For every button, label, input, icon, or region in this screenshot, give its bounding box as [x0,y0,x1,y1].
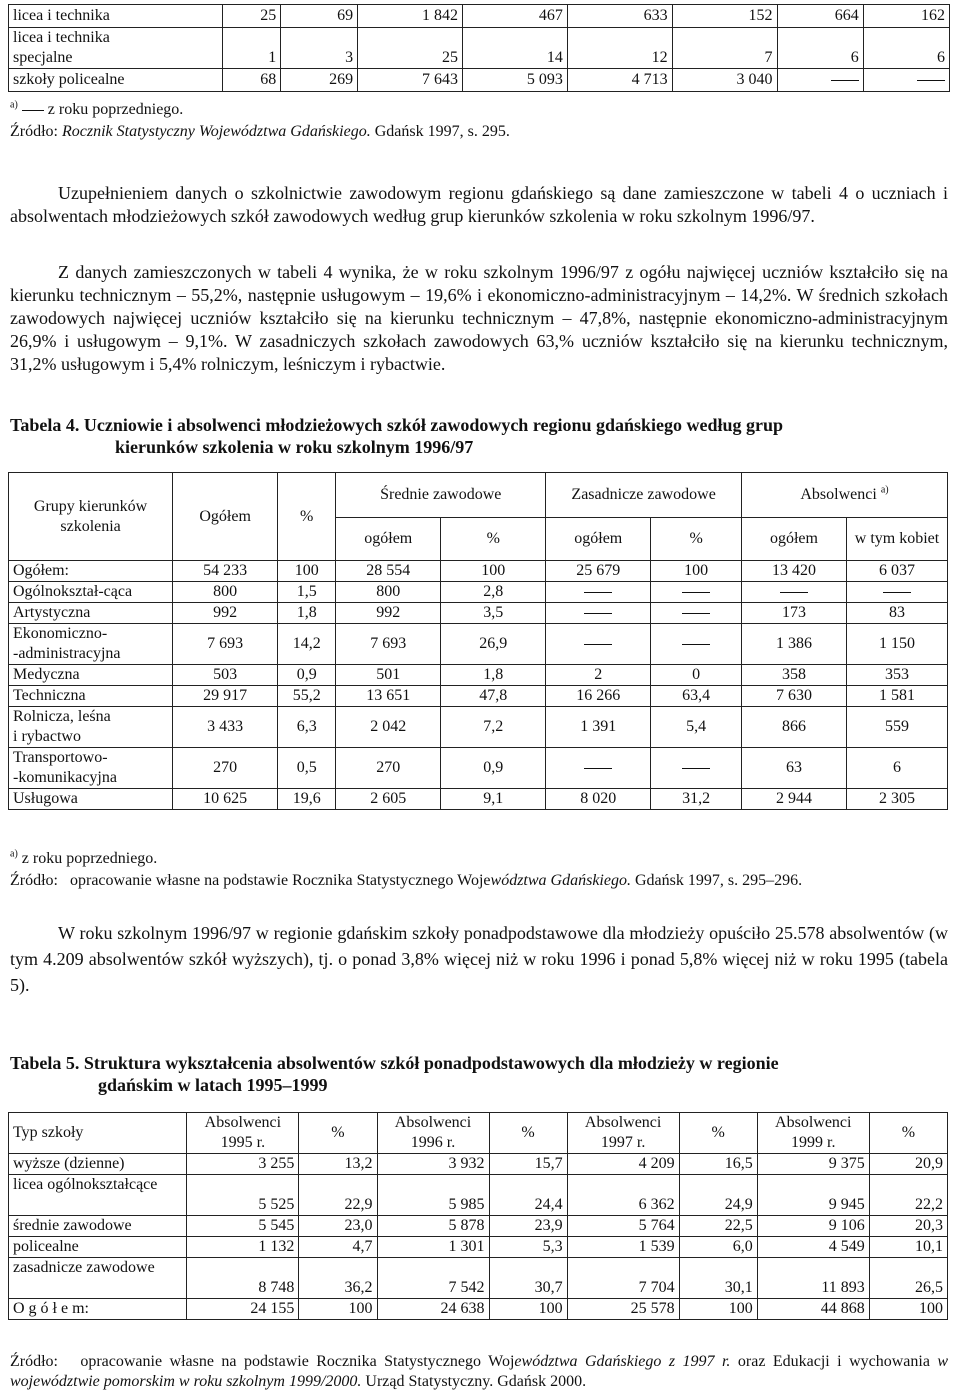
table-cell: 1 539 [567,1237,679,1258]
table-cell: 992 [173,603,278,624]
table-cell: 25 [358,28,463,69]
table-cell [651,582,742,603]
table-row [9,69,950,92]
table-row [9,5,950,28]
table-cell [546,582,651,603]
table-cell [863,69,949,92]
table-cell: 6,3 [278,707,336,748]
table-cell: 1 581 [846,686,947,707]
t5-header-col: % [489,1113,567,1154]
table-cell: 7 630 [741,686,846,707]
table-cell: 559 [846,707,947,748]
table-cell: 23,0 [299,1216,377,1237]
table-cell: 20,3 [869,1216,947,1237]
table-cell: 7 693 [336,624,441,665]
table-cell: 4 713 [567,69,672,92]
table-cell: 6,0 [679,1237,757,1258]
row-label: licea i technika [9,5,223,28]
table-cell: 1,8 [441,665,546,686]
t5-header-col: Absolwenci 1995 r. [187,1113,299,1154]
table-row [9,665,948,686]
t4-sub-ogolem: ogółem [546,518,651,561]
table5-title: Tabela 5. Struktura wykształcenia absolwentów szkół ponadpodstawowych dla młodzieży w regionie gdańskim w latach 1995–1999 [10,1053,779,1095]
row-label: O g ó ł e m: [9,1299,187,1320]
dash [831,80,859,81]
row-label: Ogólnokształ-cąca [9,582,173,603]
table-cell: 3 [281,28,358,69]
table-cell: 7 542 [377,1258,489,1299]
table-cell: 9 945 [757,1175,869,1216]
t4-header-pct: % [278,473,336,561]
table-cell: 44 868 [757,1299,869,1320]
table-cell: 866 [741,707,846,748]
table-cell: 4 209 [567,1154,679,1175]
t4-sub-pct: % [441,518,546,561]
row-label: szkoły policealne [9,69,223,92]
table-row [9,1258,948,1299]
table-cell: 14 [462,28,567,69]
t4-header-total: Ogółem [173,473,278,561]
table-cell: 6 362 [567,1175,679,1216]
dash [682,592,710,593]
table-cell: 6 [846,748,947,789]
table-row [9,561,948,582]
table-row [9,28,950,69]
table-cell: 54 233 [173,561,278,582]
table-cell: 29 917 [173,686,278,707]
table-cell: 7 704 [567,1258,679,1299]
row-label: Medyczna [9,665,173,686]
table-cell: 269 [281,69,358,92]
table-cell: 2,8 [441,582,546,603]
table-cell: 83 [846,603,947,624]
t4-sub-ogolem: ogółem [336,518,441,561]
table-cell: 503 [173,665,278,686]
table-cell: 5 093 [462,69,567,92]
dash [584,592,612,593]
row-label: Usługowa [9,789,173,810]
t5-header-col: % [679,1113,757,1154]
table-cell: 13 420 [741,561,846,582]
table-cell: 173 [741,603,846,624]
table-cell: 2 944 [741,789,846,810]
table-cell: 55,2 [278,686,336,707]
table-row [9,603,948,624]
table-cell: 25 578 [567,1299,679,1320]
table-cell: 63,4 [651,686,742,707]
table-cell: 0,9 [278,665,336,686]
table-cell: 358 [741,665,846,686]
table-cell: 6 [777,28,863,69]
dash [584,644,612,645]
table-cell: 467 [462,5,567,28]
table-cell: 3 932 [377,1154,489,1175]
t5-header-col: Absolwenci 1999 r. [757,1113,869,1154]
table-cell: 100 [278,561,336,582]
table-cell: 26,9 [441,624,546,665]
row-label: Transportowo- -komunikacyjna [9,748,173,789]
row-label: Ekonomiczno- -administracyjna [9,624,173,665]
table-row [9,1216,948,1237]
table-cell [651,624,742,665]
row-label: licea i technika specjalne [9,28,223,69]
t4-header-zasadnicze: Zasadnicze zawodowe [546,473,742,518]
table-cell: 47,8 [441,686,546,707]
table-cell [651,603,742,624]
row-label: Ogółem: [9,561,173,582]
table-cell: 100 [299,1299,377,1320]
row-label: Artystyczna [9,603,173,624]
table-cell: 28 554 [336,561,441,582]
table-cell: 12 [567,28,672,69]
table-cell: 100 [651,561,742,582]
table-cell: 7 [672,28,777,69]
table-cell: 8 020 [546,789,651,810]
table-4 [8,472,948,810]
table-cell: 22,9 [299,1175,377,1216]
table-cell: 1 [223,28,281,69]
table-cell: 23,9 [489,1216,567,1237]
table-row [9,789,948,810]
dash [780,592,808,593]
table-cell: 9,1 [441,789,546,810]
table-cell: 5 545 [187,1216,299,1237]
table-cell: 800 [173,582,278,603]
table-cell: 15,7 [489,1154,567,1175]
t5-header-col: % [869,1113,947,1154]
row-label: Techniczna [9,686,173,707]
table-cell: 11 893 [757,1258,869,1299]
table-cell: 1 391 [546,707,651,748]
table4-footnote: $^{a)}$ z roku poprzedniego. [10,848,158,867]
t5-header-col: Absolwenci 1996 r. [377,1113,489,1154]
top-source: Źródło: Rocznik Statystyczny Województwa Gdańskiego. Gdańsk 1997, s. 295. [10,123,510,140]
dash [584,768,612,769]
table-cell: 100 [679,1299,757,1320]
table-cell: 1 132 [187,1237,299,1258]
table-cell [546,748,651,789]
table-cell: 20,9 [869,1154,947,1175]
table-cell: 6 037 [846,561,947,582]
table-cell: 5 985 [377,1175,489,1216]
table-row [9,1299,948,1320]
paragraph-1: Uzupełnieniem danych o szkolnictwie zawodowym regionu gdańskiego są dane zamieszczone w tabeli 4 o uczniach i absolwentach młodzieżowych szkół zawodowych według grup kierunków szkolenia w roku szkolnym 1996/97. [10,183,948,226]
table-cell [546,624,651,665]
table-row [9,1154,948,1175]
table-cell: 0,5 [278,748,336,789]
table-cell: 664 [777,5,863,28]
table-row [9,686,948,707]
table-cell: 162 [863,5,949,28]
table-cell: 9 106 [757,1216,869,1237]
table-cell: 3,5 [441,603,546,624]
table4-source: Źródło: opracowanie własne na podstawie Rocznika Statystycznego Województwa Gdańskiego. Gdańsk 1997, s. 295–296. [10,872,803,889]
table-cell: 3 433 [173,707,278,748]
table-cell: 5 878 [377,1216,489,1237]
row-label: średnie zawodowe [9,1216,187,1237]
table-cell: 1,8 [278,603,336,624]
table-cell: 0 [651,665,742,686]
table-cell: 100 [441,561,546,582]
table-cell: 1,5 [278,582,336,603]
table5-source: Źródło: opracowanie własne na podstawie Rocznika Statystycznego Województwa Gdańskiego z 1997 r. oraz Edukacji i wychowania w województwie pomorskim w roku szkolnym 1999/2000. Urząd Statystyczny. Gdańsk 2000. [10,1353,949,1390]
table-cell: 24 638 [377,1299,489,1320]
row-label: wyższe (dzienne) [9,1154,187,1175]
paragraph-2: Z danych zamieszczonych w tabeli 4 wynika, że w roku szkolnym 1996/97 z ogółu najwięcej uczniów kształciło się na kierunku technicznym – 55,2%, następnie usługowym – 19,6% i ekonomiczno-administracyjnym – 14,2%. W średnich szkołach zawodowych najwięcej uczniów kształciło się na kierunku technicznym – 47,8%, następnie ekonomiczno-administracyjnym 26,9% i usługowym – 9,1%. W zasadniczych szkołach zawodowych 63,% uczniów kształciło się na kierunku technicznym, 31,2% usługowym i 5,4% rolniczym, leśniczym i rybactwie. [10,262,948,374]
table-cell: 353 [846,665,947,686]
table-cell: 68 [223,69,281,92]
table-cell: 2 [546,665,651,686]
paragraph-3: W roku szkolnym 1996/97 w regionie gdańskim szkoły ponadpodstawowe dla młodzieży opuściło 25.578 absolwentów (w tym 4.209 absolwentów szkół wyższych), tj. o ponad 3,8% więcej niż w roku 1996 i ponad 5,8% więcej niż w roku 1995 (tabela 5). [10,923,948,995]
table-cell: 7 643 [358,69,463,92]
table-row [9,707,948,748]
table-cell: 26,5 [869,1258,947,1299]
table-cell: 633 [567,5,672,28]
table-cell: 30,1 [679,1258,757,1299]
table-cell [777,69,863,92]
table-cell: 7 693 [173,624,278,665]
t4-sub-ogolem: ogółem [741,518,846,561]
table-cell: 5 525 [187,1175,299,1216]
table-cell: 24,4 [489,1175,567,1216]
table-cell: 24 155 [187,1299,299,1320]
table-cell: 13 651 [336,686,441,707]
t4-sub-w-tym: w tym kobiet [846,518,947,561]
table-row [9,1237,948,1258]
table-cell: 30,7 [489,1258,567,1299]
top-footnote: $^{a)}$ z roku poprzedniego. [10,99,184,118]
top-table [8,4,950,92]
table-row [9,1175,948,1216]
table-row [9,582,948,603]
table-cell: 100 [489,1299,567,1320]
table-cell [846,582,947,603]
t4-sub-pct: % [651,518,742,561]
row-label: Rolnicza, leśna i rybactwo [9,707,173,748]
table-cell: 9 375 [757,1154,869,1175]
t4-header-absolwenci: Absolwenci $^{a)}$ [741,473,947,518]
table-cell: 16,5 [679,1154,757,1175]
row-label: licea ogólnokształcące [9,1175,187,1216]
t5-header-col: % [299,1113,377,1154]
table-cell: 10,1 [869,1237,947,1258]
t4-header-srednie: Średnie zawodowe [336,473,546,518]
table-cell: 19,6 [278,789,336,810]
table-cell: 3 040 [672,69,777,92]
table-cell: 16 266 [546,686,651,707]
dash [682,613,710,614]
t5-header-type: Typ szkoły [9,1113,187,1154]
table-cell: 0,9 [441,748,546,789]
table-cell: 1 386 [741,624,846,665]
table-cell: 2 605 [336,789,441,810]
dash [917,80,945,81]
dash [682,768,710,769]
table-cell: 24,9 [679,1175,757,1216]
table-cell: 5,3 [489,1237,567,1258]
table-cell: 270 [173,748,278,789]
table-cell: 100 [869,1299,947,1320]
table-cell: 8 748 [187,1258,299,1299]
table-cell: 1 301 [377,1237,489,1258]
dash [22,110,44,111]
t5-header-col: Absolwenci 1997 r. [567,1113,679,1154]
table-cell: 10 625 [173,789,278,810]
table-cell: 4 549 [757,1237,869,1258]
table-cell: 22,2 [869,1175,947,1216]
table-cell [546,603,651,624]
table4-title: Tabela 4. Uczniowie i absolwenci młodzieżowych szkół zawodowych regionu gdańskiego według grup kierunków szkolenia w roku szkolnym 1996/97 [10,415,784,457]
dash [584,613,612,614]
table-cell: 2 305 [846,789,947,810]
table-cell: 36,2 [299,1258,377,1299]
table-cell: 1 842 [358,5,463,28]
table-cell [741,582,846,603]
table-cell: 25 [223,5,281,28]
table-cell: 6 [863,28,949,69]
table-cell: 5 764 [567,1216,679,1237]
dash [682,644,710,645]
table-cell: 31,2 [651,789,742,810]
table-cell: 13,2 [299,1154,377,1175]
dash [883,592,911,593]
table-cell: 270 [336,748,441,789]
table-cell: 3 255 [187,1154,299,1175]
table-header-row [9,1113,948,1154]
table-cell: 25 679 [546,561,651,582]
row-label: policealne [9,1237,187,1258]
t4-header-group: Grupy kierunków szkolenia [9,473,173,561]
table-cell: 22,5 [679,1216,757,1237]
table-row [9,748,948,789]
table-cell: 63 [741,748,846,789]
table-cell: 14,2 [278,624,336,665]
table-cell [651,748,742,789]
table-cell: 2 042 [336,707,441,748]
table-cell: 4,7 [299,1237,377,1258]
table-cell: 992 [336,603,441,624]
table-cell: 5,4 [651,707,742,748]
table-5 [8,1112,948,1320]
table-cell: 69 [281,5,358,28]
table-cell: 800 [336,582,441,603]
table-cell: 1 150 [846,624,947,665]
table-cell: 7,2 [441,707,546,748]
row-label: zasadnicze zawodowe [9,1258,187,1299]
table-cell: 501 [336,665,441,686]
table-row [9,624,948,665]
table-cell: 152 [672,5,777,28]
